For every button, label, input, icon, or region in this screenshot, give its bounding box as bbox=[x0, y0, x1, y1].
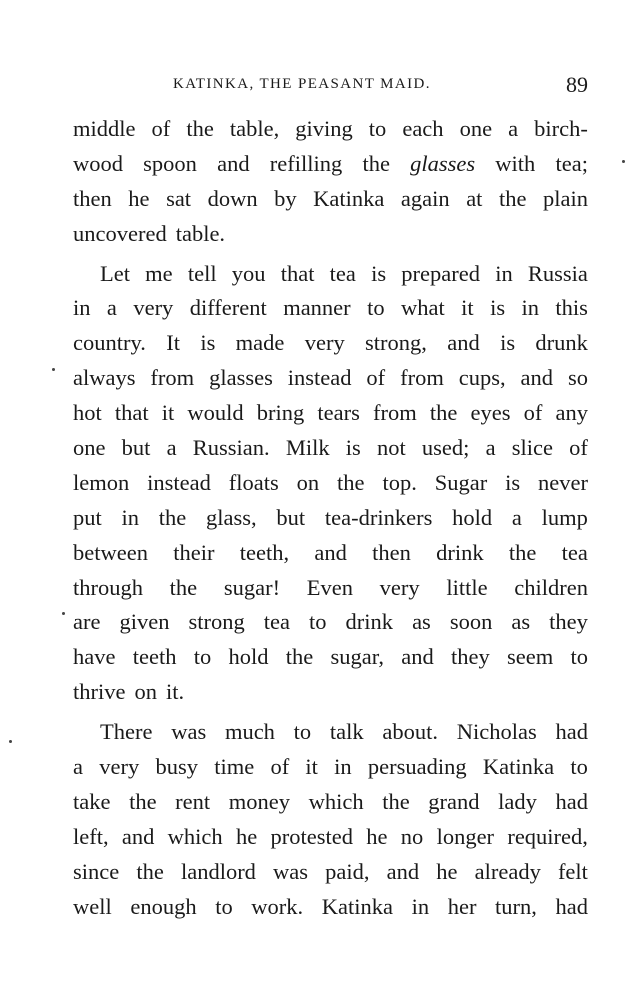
text-line: take the rent money which the grand lady had bbox=[73, 788, 588, 814]
text-line: through the sugar! Even very little children bbox=[73, 574, 588, 600]
print-speck bbox=[9, 740, 12, 743]
text-line: middle of the table, giving to each one a birch- bbox=[73, 116, 588, 141]
text-line: put in the glass, but tea-drinkers hold a lump bbox=[73, 504, 588, 530]
text-line: left, and which he protested he no longer required, bbox=[73, 823, 588, 849]
text-line: are given strong tea to drink as soon as they bbox=[73, 609, 588, 635]
text-line: then he sat down by Katinka again at the plain bbox=[73, 185, 588, 211]
print-speck bbox=[622, 160, 625, 163]
text-line: since the landlord was paid, and he already felt bbox=[73, 858, 588, 884]
text-line: one but a Russian. Milk is not used; a slice of bbox=[73, 435, 588, 461]
text-line: always from glasses instead of from cups, and so bbox=[73, 365, 588, 391]
text-line: a very busy time of it in persuading Katinka to bbox=[73, 754, 588, 780]
running-head bbox=[73, 72, 588, 98]
text-line: well enough to work. Katinka in her turn, had bbox=[73, 893, 588, 919]
text-line: There was much to talk about. Nicholas had bbox=[100, 719, 588, 745]
text-line: uncovered table. bbox=[73, 220, 226, 246]
running-title: KATINKA, THE PEASANT MAID. bbox=[173, 76, 431, 92]
body-text bbox=[73, 112, 588, 924]
print-speck bbox=[62, 612, 65, 615]
text-line: in a very different manner to what it is in this bbox=[73, 295, 588, 321]
text-line: wood spoon and refilling the glasses with tea; bbox=[73, 150, 588, 176]
text-line: between their teeth, and then drink the tea bbox=[73, 539, 588, 565]
page-number: 89 bbox=[566, 72, 588, 97]
text-line: lemon instead floats on the top. Sugar is never bbox=[73, 469, 588, 495]
text-line: thrive on it. bbox=[73, 679, 185, 705]
text-line: Let me tell you that tea is prepared in Russia bbox=[100, 260, 588, 286]
text-line: have teeth to hold the sugar, and they seem to bbox=[73, 644, 588, 670]
text-line: hot that it would bring tears from the eyes of any bbox=[73, 400, 588, 426]
print-speck bbox=[52, 368, 55, 371]
text-line: country. It is made very strong, and is drunk bbox=[73, 330, 588, 356]
